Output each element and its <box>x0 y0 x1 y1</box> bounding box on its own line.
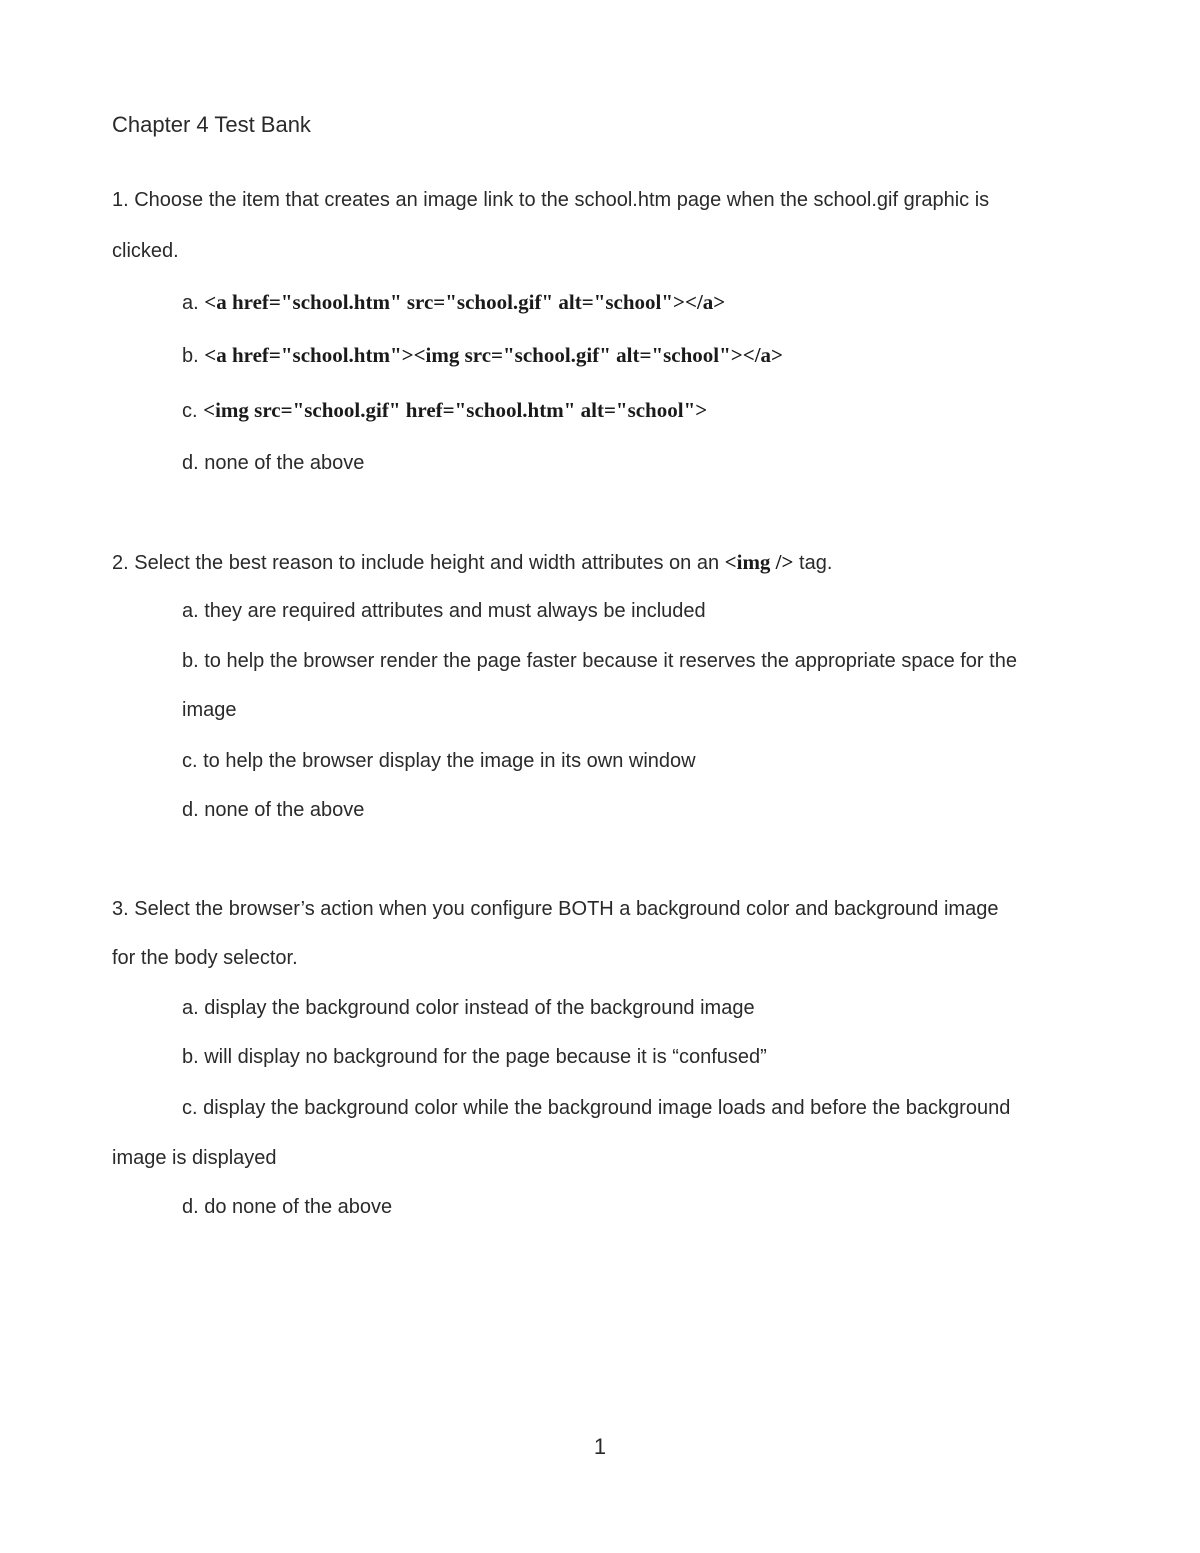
question-3-text-line1: 3. Select the browser’s action when you configure BOTH a background color and background image <box>112 898 999 920</box>
question-2-option-a: a. they are required attributes and must always be included <box>182 600 706 622</box>
question-1-option-d: d. none of the above <box>182 452 365 474</box>
question-2-text-before: 2. Select the best reason to include height and width attributes on an <box>112 552 725 574</box>
question-3-option-d: d. do none of the above <box>182 1196 393 1218</box>
question-3-option-c-line1: c. display the background color while the background image loads and before the background <box>182 1097 1011 1119</box>
option-code: <img src="school.gif" href="school.htm" alt="school"> <box>203 398 708 422</box>
question-2-code: <img /> <box>724 550 794 574</box>
document-title: Chapter 4 Test Bank <box>112 112 311 137</box>
question-1-text-line2: clicked. <box>112 240 179 262</box>
option-code: <a href="school.htm"><img src="school.gif" alt="school"></a> <box>204 343 784 367</box>
question-2-text-after: tag. <box>793 552 833 574</box>
question-2-option-c: c. to help the browser display the image in its own window <box>182 750 696 772</box>
question-1-option-b <box>182 342 783 369</box>
option-label: c. <box>182 400 204 422</box>
page-number: 1 <box>593 1434 607 1459</box>
option-label: a. <box>182 292 205 314</box>
question-1-option-c <box>182 397 707 424</box>
question-3-option-b: b. will display no background for the page because it is “confused” <box>182 1046 767 1068</box>
question-3-text-line2: for the body selector. <box>112 947 298 969</box>
option-code: <a href="school.htm" src="school.gif" alt="school"></a> <box>204 290 726 314</box>
question-1-text-line1: 1. Choose the item that creates an image link to the school.htm page when the school.gif graphic is <box>112 189 990 211</box>
question-3-option-c-line2: image is displayed <box>112 1147 277 1169</box>
question-2-option-d: d. none of the above <box>182 799 365 821</box>
question-2-option-b-line2: image <box>182 699 237 721</box>
question-1-option-a <box>182 289 725 316</box>
option-label: b. <box>182 345 205 367</box>
question-2-text <box>112 549 832 576</box>
question-2-option-b-line1: b. to help the browser render the page faster because it reserves the appropriate space for the <box>182 650 1017 672</box>
question-3-option-a: a. display the background color instead of the background image <box>182 997 755 1019</box>
